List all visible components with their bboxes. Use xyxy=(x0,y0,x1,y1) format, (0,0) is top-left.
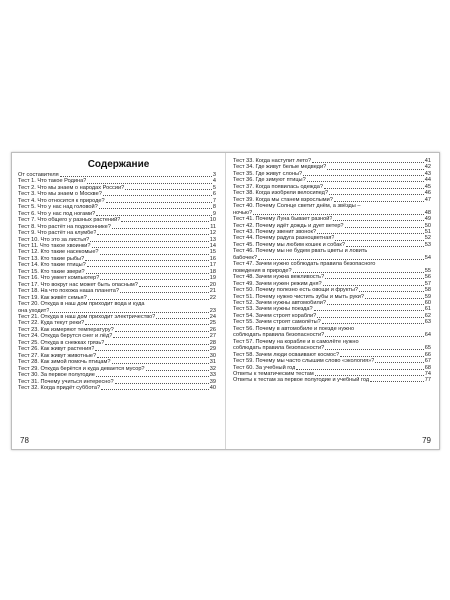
toc-entry-page: 16 xyxy=(209,255,216,262)
dot-leader xyxy=(95,350,208,351)
dot-leader xyxy=(113,337,208,338)
toc-entry-title: бабочек? xyxy=(233,254,257,261)
toc-entry-title: Тест 53. Зачем нужны поезда? xyxy=(233,306,313,313)
toc-entry-page: 15 xyxy=(209,249,216,256)
dot-leader xyxy=(101,389,209,390)
toc-entry-page: 27 xyxy=(209,333,216,340)
toc-entry-title: Тест 46. Почему мы не будем рвать цветы и ловить xyxy=(233,248,368,255)
dot-leader xyxy=(97,357,209,358)
dot-leader xyxy=(112,363,209,364)
toc-entry-page: 3 xyxy=(212,172,216,178)
toc-entry-title: Тест 22. Куда текут реки? xyxy=(18,320,85,327)
toc-entry-title: Тест 15. Кто такие звери? xyxy=(18,268,85,275)
toc-entry-title: Тест 7. Что общего у разных растений? xyxy=(18,217,121,224)
book-spread xyxy=(11,152,440,450)
toc-entry-page: 5 xyxy=(212,184,216,191)
toc-entry xyxy=(233,248,431,261)
toc-entry-page: 74 xyxy=(424,370,431,377)
toc-entry-title: Тест 14. Кто такие птицы? xyxy=(18,262,86,269)
dot-leader xyxy=(139,286,209,287)
toc-entry-page: 14 xyxy=(209,242,216,249)
dot-leader xyxy=(359,291,424,292)
dot-leader xyxy=(370,381,424,382)
toc-entry-title: Тест 52. Зачем нужны автомобили? xyxy=(233,299,326,306)
toc-entry-page: 20 xyxy=(209,281,216,288)
toc-entry-title: Тест 26. Как живут растения? xyxy=(18,346,95,353)
dot-leader xyxy=(334,201,424,202)
toc-entry-page: 55 xyxy=(424,267,431,274)
toc-entry xyxy=(233,261,431,274)
toc-entry-title: Тест 36. Где зимуют птицы? xyxy=(233,177,306,184)
toc-entry-title: Тест 39. Когда мы станем взрослыми? xyxy=(233,196,333,203)
toc-entry-title: Тест 44. Почему радуга разноцветная? xyxy=(233,235,335,242)
toc-entry-title: Тест 49. Зачем нужен режим дня? xyxy=(233,280,322,287)
toc-entry-page: 62 xyxy=(424,312,431,319)
dot-leader xyxy=(375,362,423,363)
toc-entry-page: 50 xyxy=(424,222,431,229)
toc-entry-title: Тест 8. Что растёт на подоконнике? xyxy=(18,223,111,230)
toc-entry-title: Ответы к тестам за первое полугодие и учебный год xyxy=(233,377,370,384)
toc-entry-title: Тест 51. Почему нужно чистить зубы и мыть руки? xyxy=(233,293,364,300)
toc-entry-title: Тест 6. Что у нас под ногами? xyxy=(18,210,96,217)
dot-leader xyxy=(103,195,212,196)
toc-entry-page: 21 xyxy=(209,288,216,295)
toc-entry-title: Тест 17. Что вокруг нас может быть опасным? xyxy=(18,281,138,288)
toc-entry-page: 51 xyxy=(424,228,431,235)
toc-entry-page: 53 xyxy=(424,241,431,248)
toc-entry-page: 44 xyxy=(424,177,431,184)
toc-entry-title: Тест 9. Что растёт на клумбе? xyxy=(18,230,97,237)
dot-leader xyxy=(315,375,424,376)
toc-entry-title: Тест 58. Зачем люди осваивают космос? xyxy=(233,351,340,358)
toc-entry-page: 24 xyxy=(209,313,216,320)
dot-leader xyxy=(112,228,209,229)
toc-entry-page: 46 xyxy=(424,190,431,197)
dot-leader xyxy=(99,208,212,209)
toc-entry-title: Тест 20. Откуда в наш дом приходит вода и куда xyxy=(18,301,145,308)
dot-leader xyxy=(87,266,209,267)
table-of-contents-right xyxy=(233,158,431,384)
toc-entry-page: 57 xyxy=(424,280,431,287)
toc-entry-title: Тест 42. Почему идёт дождь и дует ветер? xyxy=(233,222,344,229)
dot-leader xyxy=(96,215,212,216)
toc-entry-page: 41 xyxy=(424,158,431,164)
toc-entry-title: Тест 18. На что похожа наша планета? xyxy=(18,288,119,295)
toc-entry-page: 68 xyxy=(424,364,431,371)
toc-entry-page: 40 xyxy=(209,384,216,391)
dot-leader xyxy=(85,324,209,325)
right-page xyxy=(226,153,439,449)
dot-leader xyxy=(106,202,212,203)
toc-entry-page: 30 xyxy=(209,352,216,359)
toc-entry-page: 60 xyxy=(424,299,431,306)
toc-entry-title: От составителя xyxy=(18,172,59,178)
dot-leader xyxy=(100,254,209,255)
dot-leader xyxy=(96,376,209,377)
dot-leader xyxy=(85,260,209,261)
toc-entry-page: 22 xyxy=(209,294,216,301)
toc-entry-page: 67 xyxy=(424,358,431,365)
toc-entry-title: Тест 4. Что относится к природе? xyxy=(18,197,105,204)
toc-entry-page: 31 xyxy=(209,359,216,366)
toc-entry-page: 9 xyxy=(212,210,216,217)
toc-entry-title: Тест 50. Почему полезно есть овощи и фрукты? xyxy=(233,287,359,294)
toc-entry-title: ночью? xyxy=(233,209,253,216)
toc-entry-title: Тест 1. Что такое Родина? xyxy=(18,178,87,185)
toc-entry-page: 18 xyxy=(209,268,216,275)
dot-leader xyxy=(115,331,209,332)
table-of-contents-left xyxy=(18,172,216,391)
toc-entry-title: Тест 12. Кто такие насекомые? xyxy=(18,249,99,256)
toc-entry-page: 59 xyxy=(424,293,431,300)
dot-leader xyxy=(329,194,424,195)
toc-entry xyxy=(233,377,431,383)
toc-entry xyxy=(233,326,431,339)
toc-entry-title: Тест 54. Зачем строят корабли? xyxy=(233,312,317,319)
toc-entry-title: Тест 32. Когда придёт суббота? xyxy=(18,384,101,391)
toc-entry-page: 58 xyxy=(424,287,431,294)
toc-entry-page: 54 xyxy=(424,254,431,261)
toc-entry-page: 7 xyxy=(212,197,216,204)
toc-entry-page: 32 xyxy=(209,365,216,372)
dot-leader xyxy=(105,344,208,345)
dot-leader xyxy=(333,220,423,221)
toc-entry-page: 26 xyxy=(209,326,216,333)
toc-entry-page: 47 xyxy=(424,196,431,203)
toc-entry-title: Тест 57. Почему на корабле и в самолёте нужно xyxy=(233,338,359,345)
dot-leader xyxy=(97,234,208,235)
dot-leader xyxy=(303,175,424,176)
toc-entry-title: Тест 13. Кто такие рыбы? xyxy=(18,255,85,262)
dot-leader xyxy=(340,356,424,357)
toc-entry xyxy=(18,301,216,314)
toc-entry-title: Тест 56. Почему в автомобиле и поезде нужно xyxy=(233,325,355,332)
toc-entry-page: 6 xyxy=(212,191,216,198)
dot-leader xyxy=(60,176,212,177)
toc-entry-page: 39 xyxy=(209,378,216,385)
dot-leader xyxy=(100,279,208,280)
dot-leader xyxy=(365,298,424,299)
page-number-left: 78 xyxy=(20,436,29,445)
toc-entry-title: Тест 29. Откуда берётся и куда девается мусор? xyxy=(18,365,145,372)
toc-entry-title: Тест 25. Откуда в снежках грязь? xyxy=(18,339,105,346)
dot-leader xyxy=(146,370,209,371)
dot-leader xyxy=(120,292,209,293)
toc-entry-title: Тест 11. Что такое хвоинки? xyxy=(18,242,91,249)
dot-leader xyxy=(327,304,424,305)
toc-entry xyxy=(233,203,431,216)
toc-entry-title: Тест 35. Где живут слоны? xyxy=(233,170,303,177)
toc-entry-title: Тест 3. Что мы знаем о Москве? xyxy=(18,191,102,198)
left-page xyxy=(12,153,225,449)
dot-leader xyxy=(312,162,424,163)
toc-entry-page: 49 xyxy=(424,216,431,223)
toc-entry-title: Ответы к тематическим тестам xyxy=(233,370,314,377)
page-number-right: 79 xyxy=(422,436,431,445)
toc-entry-title: Тест 21. Откуда в наш дом приходит электричество? xyxy=(18,313,156,320)
toc-entry-title: поведения в природе? xyxy=(233,267,292,274)
toc-entry-title: соблюдать правила безопасности? xyxy=(233,332,325,339)
dot-leader xyxy=(92,247,209,248)
dot-leader xyxy=(156,318,208,319)
toc-entry-title: Тест 31. Почему учиться интересно? xyxy=(18,378,114,385)
toc-entry-page: 42 xyxy=(424,164,431,171)
toc-entry-page: 29 xyxy=(209,346,216,353)
dot-leader xyxy=(307,181,424,182)
dot-leader xyxy=(346,246,424,247)
dot-leader xyxy=(50,312,208,313)
dot-leader xyxy=(115,383,209,384)
dot-leader xyxy=(325,349,423,350)
toc-entry-title: Тест 23. Как измеряют температуру? xyxy=(18,326,114,333)
toc-entry-page: 56 xyxy=(424,274,431,281)
dot-leader xyxy=(345,227,424,228)
toc-entry-page: 52 xyxy=(424,235,431,242)
toc-entry-page: 65 xyxy=(424,345,431,352)
toc-entry-page: 17 xyxy=(209,262,216,269)
toc-entry-page: 45 xyxy=(424,183,431,190)
dot-leader xyxy=(325,336,423,337)
toc-entry-page: 61 xyxy=(424,306,431,313)
toc-entry-title: Тест 28. Как зимой помочь птицам? xyxy=(18,359,111,366)
toc-entry-page: 64 xyxy=(424,332,431,339)
dot-leader xyxy=(90,241,208,242)
toc-entry-title: Тест 33. Когда наступит лето? xyxy=(233,158,312,164)
toc-entry-title: Тест 2. Что мы знаем о народах России? xyxy=(18,184,125,191)
toc-entry-page: 43 xyxy=(424,170,431,177)
page-title: Содержание xyxy=(87,159,150,170)
dot-leader xyxy=(86,273,209,274)
dot-leader xyxy=(296,369,423,370)
dot-leader xyxy=(87,183,212,184)
dot-leader xyxy=(121,221,208,222)
toc-entry-title: Тест 41. Почему Луна бывает разной? xyxy=(233,216,333,223)
toc-entry-page: 13 xyxy=(209,236,216,243)
toc-entry-title: Тест 43. Почему звенит звонок? xyxy=(233,228,317,235)
toc-entry-title: Тест 60. За учебный год xyxy=(233,364,296,371)
toc-entry-title: Тест 19. Как живёт семья? xyxy=(18,294,87,301)
toc-entry-page: 25 xyxy=(209,320,216,327)
dot-leader xyxy=(323,285,424,286)
dot-leader xyxy=(293,272,424,273)
toc-entry-title: она уходит? xyxy=(18,307,50,314)
toc-entry-page: 48 xyxy=(424,209,431,216)
toc-entry-page: 10 xyxy=(209,217,216,224)
toc-entry-title: Тест 27. Как живут животные? xyxy=(18,352,97,359)
dot-leader xyxy=(317,233,424,234)
toc-entry-page: 77 xyxy=(424,377,431,384)
toc-entry xyxy=(18,385,216,391)
toc-entry-page: 8 xyxy=(212,204,216,211)
toc-entry xyxy=(233,339,431,352)
toc-entry-title: Тест 34. Где живут белые медведи? xyxy=(233,164,327,171)
toc-entry-page: 28 xyxy=(209,339,216,346)
toc-entry-page: 66 xyxy=(424,351,431,358)
dot-leader xyxy=(88,299,209,300)
dot-leader xyxy=(253,214,424,215)
dot-leader xyxy=(258,259,424,260)
toc-entry-page: 19 xyxy=(209,275,216,282)
toc-entry-title: Тест 24. Откуда берутся снег и лёд? xyxy=(18,333,113,340)
toc-entry-title: Тест 5. Что у нас над головой? xyxy=(18,204,98,211)
dot-leader xyxy=(314,310,424,311)
toc-entry-title: Тест 30. За первое полугодие xyxy=(18,372,95,379)
toc-entry-title: Тест 45. Почему мы любим кошек и собак? xyxy=(233,241,345,248)
toc-entry-title: Тест 10. Что это за листья? xyxy=(18,236,90,243)
toc-entry-title: Тест 47. Зачем нужно соблюдать правила безопасного xyxy=(233,261,376,268)
toc-entry-title: Тест 48. Зачем нужна вежливость? xyxy=(233,274,325,281)
toc-entry-title: Тест 40. Почему Солнце светит днём, а звёзды – xyxy=(233,203,361,210)
dot-leader xyxy=(325,278,424,279)
toc-entry-title: Тест 16. Что умеет компьютер? xyxy=(18,275,100,282)
toc-entry-page: 12 xyxy=(209,230,216,237)
toc-entry-title: Тест 55. Зачем строят самолёты? xyxy=(233,319,321,326)
toc-entry-page: 23 xyxy=(209,307,216,314)
toc-entry-title: Тест 38. Когда изобрели велосипед? xyxy=(233,190,329,197)
toc-entry-page: 11 xyxy=(210,223,216,230)
toc-entry-title: соблюдать правила безопасности? xyxy=(233,345,325,352)
dot-leader xyxy=(317,317,423,318)
toc-entry-page: 4 xyxy=(212,178,216,185)
toc-entry-page: 33 xyxy=(209,372,216,379)
dot-leader xyxy=(322,323,424,324)
dot-leader xyxy=(335,240,423,241)
toc-entry-title: Тест 59. Почему мы часто слышим слово «экология»? xyxy=(233,358,375,365)
dot-leader xyxy=(324,188,424,189)
dot-leader xyxy=(327,169,424,170)
toc-entry-title: Тест 37. Когда появилась одежда? xyxy=(233,183,323,190)
toc-entry-page: 63 xyxy=(424,319,431,326)
dot-leader xyxy=(125,189,212,190)
